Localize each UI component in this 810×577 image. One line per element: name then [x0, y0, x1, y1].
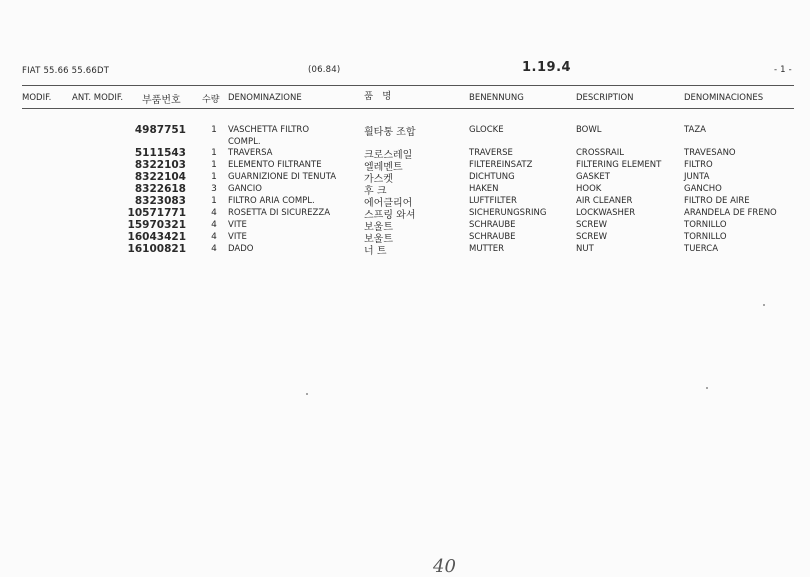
spanish-name: TUERCA [684, 244, 719, 254]
col-benennung: BENENNUNG [469, 93, 524, 103]
col-denominaciones: DENOMINACIONES [684, 93, 764, 103]
italian-name: FILTRO ARIA COMPL. [228, 196, 315, 206]
handwritten-page-number: 40 [433, 556, 456, 577]
german-name: GLOCKE [469, 125, 504, 135]
italian-name: VITE [228, 232, 247, 242]
english-name: GASKET [576, 172, 610, 182]
german-name: HAKEN [469, 184, 499, 194]
quantity: 1 [211, 148, 217, 158]
korean-name: 엘레멘트 [364, 162, 403, 173]
german-name: TRAVERSE [469, 148, 513, 158]
german-name: SCHRAUBE [469, 220, 516, 230]
korean-name: 너 트 [364, 246, 387, 257]
german-name: DICHTUNG [469, 172, 515, 182]
quantity: 4 [211, 244, 217, 254]
quantity: 1 [211, 196, 217, 206]
col-ant-modif: ANT. MODIF. [72, 93, 124, 103]
german-name: MUTTER [469, 244, 505, 254]
part-number: 8322104 [134, 171, 186, 183]
spanish-name: JUNTA [684, 172, 710, 182]
spanish-name: GANCHO [684, 184, 722, 194]
english-name: HOOK [576, 184, 602, 194]
model-label: FIAT 55.66 55.66DT [22, 66, 110, 76]
quantity: 4 [211, 220, 217, 230]
part-number: 10571771 [127, 207, 186, 219]
col-description: DESCRIPTION [576, 93, 634, 103]
part-number: 16100821 [127, 243, 186, 255]
spanish-name: TAZA [684, 125, 706, 135]
header-rule-bottom [22, 108, 794, 109]
italian-name: GANCIO [228, 184, 262, 194]
scan-speck [706, 387, 708, 389]
scan-speck [763, 304, 765, 306]
italian-name-continued: COMPL. [228, 137, 261, 147]
part-number: 8322103 [134, 159, 186, 171]
english-name: BOWL [576, 125, 602, 135]
col-korean: 품 명 [364, 91, 395, 102]
quantity: 1 [211, 172, 217, 182]
quantity: 4 [211, 208, 217, 218]
korean-name: 스프링 와셔 [364, 210, 416, 221]
korean-name: 보울트 [364, 234, 393, 245]
quantity: 1 [211, 125, 217, 135]
spanish-name: FILTRO [684, 160, 713, 170]
quantity: 4 [211, 232, 217, 242]
german-name: SICHERUNGSRING [469, 208, 547, 218]
page-number: - 1 - [774, 65, 792, 75]
german-name: SCHRAUBE [469, 232, 516, 242]
english-name: LOCKWASHER [576, 208, 636, 218]
italian-name: ROSETTA DI SICUREZZA [228, 208, 331, 218]
spanish-name: TORNILLO [684, 232, 727, 242]
italian-name: ELEMENTO FILTRANTE [228, 160, 322, 170]
italian-name: DADO [228, 244, 254, 254]
quantity: 1 [211, 160, 217, 170]
korean-name: 보울트 [364, 222, 393, 233]
part-number: 8322618 [134, 183, 186, 195]
korean-name: 에어클리어 [364, 198, 413, 209]
header-rule-top [22, 85, 794, 86]
german-name: LUFTFILTER [469, 196, 517, 206]
spanish-name: ARANDELA DE FRENO [684, 208, 777, 218]
col-modif: MODIF. [22, 93, 52, 103]
english-name: CROSSRAIL [576, 148, 624, 158]
spanish-name: TRAVESANO [684, 148, 736, 158]
spanish-name: TORNILLO [684, 220, 727, 230]
part-number: 5111543 [134, 147, 186, 159]
scan-speck [306, 393, 308, 395]
spanish-name: FILTRO DE AIRE [684, 196, 750, 206]
italian-name: VASCHETTA FILTRO [228, 125, 310, 135]
italian-name: GUARNIZIONE DI TENUTA [228, 172, 337, 182]
english-name: SCREW [576, 220, 608, 230]
english-name: FILTERING ELEMENT [576, 160, 662, 170]
korean-name: 가스켓 [364, 174, 393, 185]
korean-name: 휠타통 조합 [364, 127, 416, 138]
col-part-no: 부품번호 [142, 95, 181, 106]
part-number: 16043421 [127, 231, 186, 243]
quantity: 3 [211, 184, 217, 194]
italian-name: TRAVERSA [228, 148, 273, 158]
part-number: 4987751 [134, 124, 186, 136]
english-name: SCREW [576, 232, 608, 242]
english-name: AIR CLEANER [576, 196, 633, 206]
part-number: 15970321 [127, 219, 186, 231]
col-denominazione: DENOMINAZIONE [228, 93, 302, 103]
date-label: (06.84) [308, 65, 341, 75]
korean-name: 후 크 [364, 186, 387, 197]
german-name: FILTEREINSATZ [469, 160, 533, 170]
korean-name: 크로스레일 [364, 150, 413, 161]
italian-name: VITE [228, 220, 247, 230]
part-number: 8323083 [134, 195, 186, 207]
section-number: 1.19.4 [522, 60, 572, 75]
english-name: NUT [576, 244, 594, 254]
col-qty: 수량 [202, 95, 220, 105]
